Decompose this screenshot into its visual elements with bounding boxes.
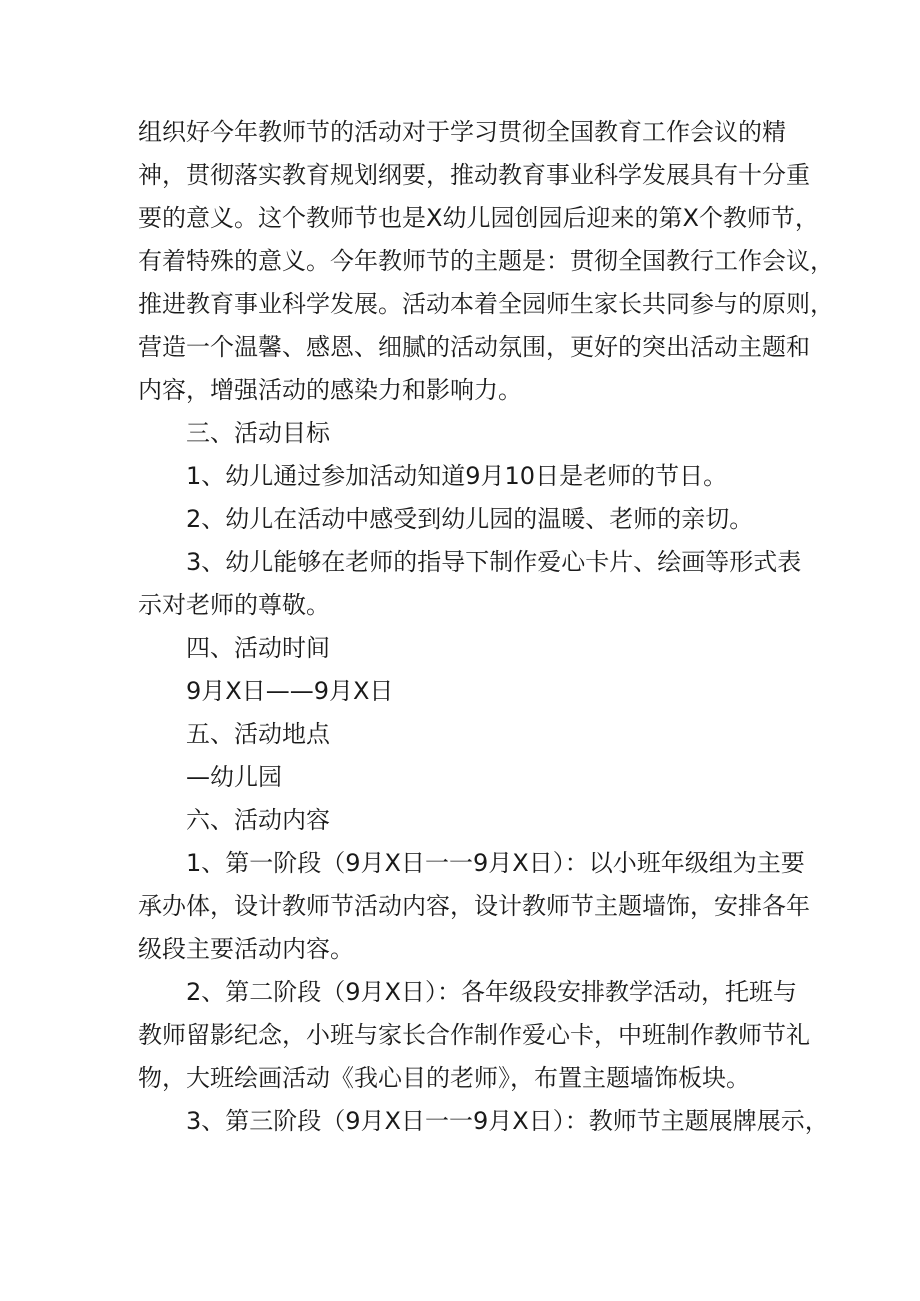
section-heading: 三、活动目标 (186, 419, 330, 447)
paragraph-line: 推进教育事业科学发展。活动本着全园师生家长共同参与的原则， (138, 290, 834, 318)
list-item-continuation: 级段主要活动内容。 (138, 935, 354, 963)
activity-location: —幼儿园 (186, 763, 282, 791)
list-item: 3、第三阶段（9月X日一一9月X日）：教师节主题展牌展示， (186, 1107, 829, 1135)
list-item-continuation: 教师留影纪念，小班与家长合作制作爱心卡，中班制作教师节礼 (138, 1021, 810, 1049)
list-item: 1、第一阶段（9月X日一一9月X日）：以小班年级组为主要 (186, 849, 805, 877)
list-item: 3、幼儿能够在老师的指导下制作爱心卡片、绘画等形式表 (186, 548, 802, 576)
list-item: 1、幼儿通过参加活动知道9月10日是老师的节日。 (186, 462, 728, 490)
section-heading: 六、活动内容 (186, 806, 330, 834)
paragraph-line: 营造一个温馨、感恩、细腻的活动氛围，更好的突出活动主题和 (138, 333, 810, 361)
list-item-continuation: 示对老师的尊敬。 (138, 591, 330, 619)
section-heading: 四、活动时间 (186, 634, 330, 662)
list-item: 2、第二阶段（9月X日）：各年级段安排教学活动，托班与 (186, 978, 797, 1006)
paragraph-line: 内容，增强活动的感染力和影响力。 (138, 376, 522, 404)
activity-time: 9月X日——9月X日 (186, 677, 394, 705)
list-item: 2、幼儿在活动中感受到幼儿园的温暖、老师的亲切。 (186, 505, 754, 533)
section-heading: 五、活动地点 (186, 720, 330, 748)
paragraph-line: 神，贯彻落实教育规划纲要，推动教育事业科学发展具有十分重 (138, 161, 810, 189)
list-item-continuation: 承办体，设计教师节活动内容，设计教师节主题墙饰，安排各年 (138, 892, 810, 920)
paragraph-line: 要的意义。这个教师节也是X幼儿园创园后迎来的第X个教师节， (138, 204, 819, 232)
paragraph-line: 有着特殊的意义。今年教师节的主题是：贯彻全国教行工作会议， (138, 247, 834, 275)
list-item-continuation: 物，大班绘画活动《我心目的老师》，布置主题墙饰板块。 (138, 1064, 750, 1092)
paragraph-line: 组织好今年教师节的活动对于学习贯彻全国教育工作会议的精 (138, 118, 786, 146)
